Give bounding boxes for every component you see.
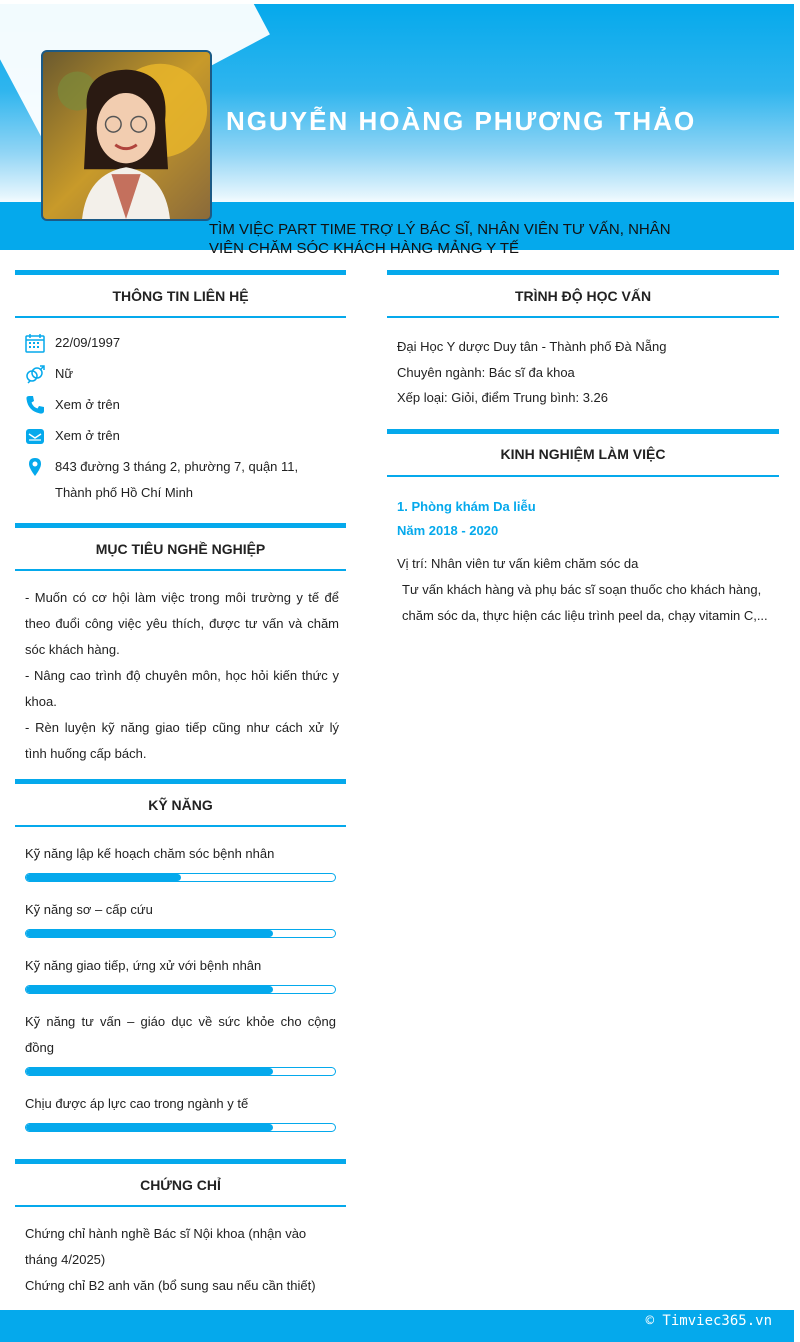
skill-label: Kỹ năng tư vấn – giáo dục về sức khỏe cho cộng đồng (25, 1014, 336, 1055)
skill-item (25, 953, 336, 994)
certificates-section-title: CHỨNG CHỈ (15, 1159, 346, 1207)
certificate-item: Chứng chỉ hành nghề Bác sĩ Nội khoa (nhận vào tháng 4/2025) (25, 1226, 307, 1267)
contact-address (25, 454, 336, 506)
phone-icon (25, 395, 45, 415)
experience-period: Năm 2018 - 2020 (397, 522, 499, 538)
education-major: Chuyên ngành: Bác sĩ đa khoa (397, 364, 575, 380)
avatar-photo (43, 52, 210, 219)
skill-item (25, 1091, 336, 1132)
skill-item (25, 841, 336, 882)
email-icon (25, 426, 45, 446)
gender-text: Nữ (55, 366, 74, 381)
skill-bar (25, 1067, 336, 1076)
skill-item (25, 897, 336, 938)
gender-icon (25, 364, 45, 384)
contact-section-title: THÔNG TIN LIÊN HỆ (15, 270, 346, 318)
skills-list (15, 827, 346, 1159)
experience-company: 1. Phòng khám Da liễu (397, 498, 536, 514)
skill-label: Kỹ năng sơ – cấp cứu (25, 902, 153, 917)
experience-position: Vị trí: Nhân viên tư vấn kiêm chăm sóc da (397, 555, 639, 571)
left-column (15, 270, 346, 1311)
experience-item (387, 477, 779, 639)
contact-info (15, 318, 346, 523)
skills-section-title: KỸ NĂNG (15, 779, 346, 827)
candidate-name: NGUYỄN HOÀNG PHƯƠNG THẢO (226, 106, 697, 136)
skill-label: Kỹ năng giao tiếp, ứng xử với bệnh nhân (25, 958, 262, 973)
footer-bar (0, 1310, 794, 1342)
education-grade: Xếp loại: Giỏi, điểm Trung bình: 3.26 (397, 390, 609, 405)
education-section-title: TRÌNH ĐỘ HỌC VẤN (387, 270, 779, 318)
job-title: TÌM VIỆC PART TIME TRỢ LÝ BÁC SĨ, NHÂN VIÊN TƯ VẤN, NHÂN VIÊN CHĂM SÓC KHÁCH HÀNG MẢNG Y TẾ (209, 221, 671, 257)
skill-item (25, 1009, 336, 1076)
skill-bar-fill (26, 986, 273, 993)
phone-text: Xem ở trên (55, 397, 120, 412)
skill-label: Chịu được áp lực cao trong ngành y tế (25, 1096, 249, 1111)
email-text: Xem ở trên (55, 428, 120, 443)
skill-label: Kỹ năng lập kế hoạch chăm sóc bệnh nhân (25, 846, 275, 861)
skill-bar (25, 985, 336, 994)
skill-bar-fill (26, 1124, 273, 1131)
skill-bar-fill (26, 930, 273, 937)
skill-bar (25, 1123, 336, 1132)
right-column (387, 270, 779, 639)
certificates-list (15, 1207, 346, 1311)
avatar (41, 50, 212, 221)
skill-bar (25, 929, 336, 938)
contact-phone (25, 392, 336, 418)
skill-bar (25, 873, 336, 882)
footer-copyright-link[interactable]: © Timviec365.vn (645, 1313, 772, 1329)
address-text: 843 đường 3 tháng 2, phường 7, quận 11, Thành phố Hồ Chí Minh (55, 459, 299, 500)
certificate-item: Chứng chỉ B2 anh văn (bổ sung sau nếu cần thiết) (25, 1278, 316, 1293)
objective-text (15, 571, 346, 779)
education-school: Đại Học Y dược Duy tân - Thành phố Đà Nẵng (397, 339, 667, 354)
experience-section-title: KINH NGHIỆM LÀM VIỆC (387, 429, 779, 477)
objective-section-title: MỤC TIÊU NGHỀ NGHIỆP (15, 523, 346, 571)
contact-birthday (25, 330, 336, 356)
contact-email (25, 423, 336, 449)
skill-bar-fill (26, 1068, 273, 1075)
objective-body: - Muốn có cơ hội làm việc trong môi trường y tế để theo đuổi công việc yêu thích, được tư vấn và chăm sóc khách hàng. - Nâng cao trình độ chuyên môn, học hỏi kiến thức y khoa. - Rèn luyện kỹ năng giao tiếp cũng như cách xử lý tình huống cấp bách. (25, 590, 339, 761)
location-pin-icon (25, 457, 45, 477)
contact-gender (25, 361, 336, 387)
education-info (387, 318, 779, 429)
experience-description: Tư vấn khách hàng và phụ bác sĩ soạn thuốc cho khách hàng, chăm sóc da, thực hiện các liệu trình peel da, chạy vitamin C,... (402, 581, 768, 623)
calendar-icon (25, 333, 45, 353)
skill-bar-fill (26, 874, 181, 881)
birthday-text: 22/09/1997 (55, 335, 121, 350)
